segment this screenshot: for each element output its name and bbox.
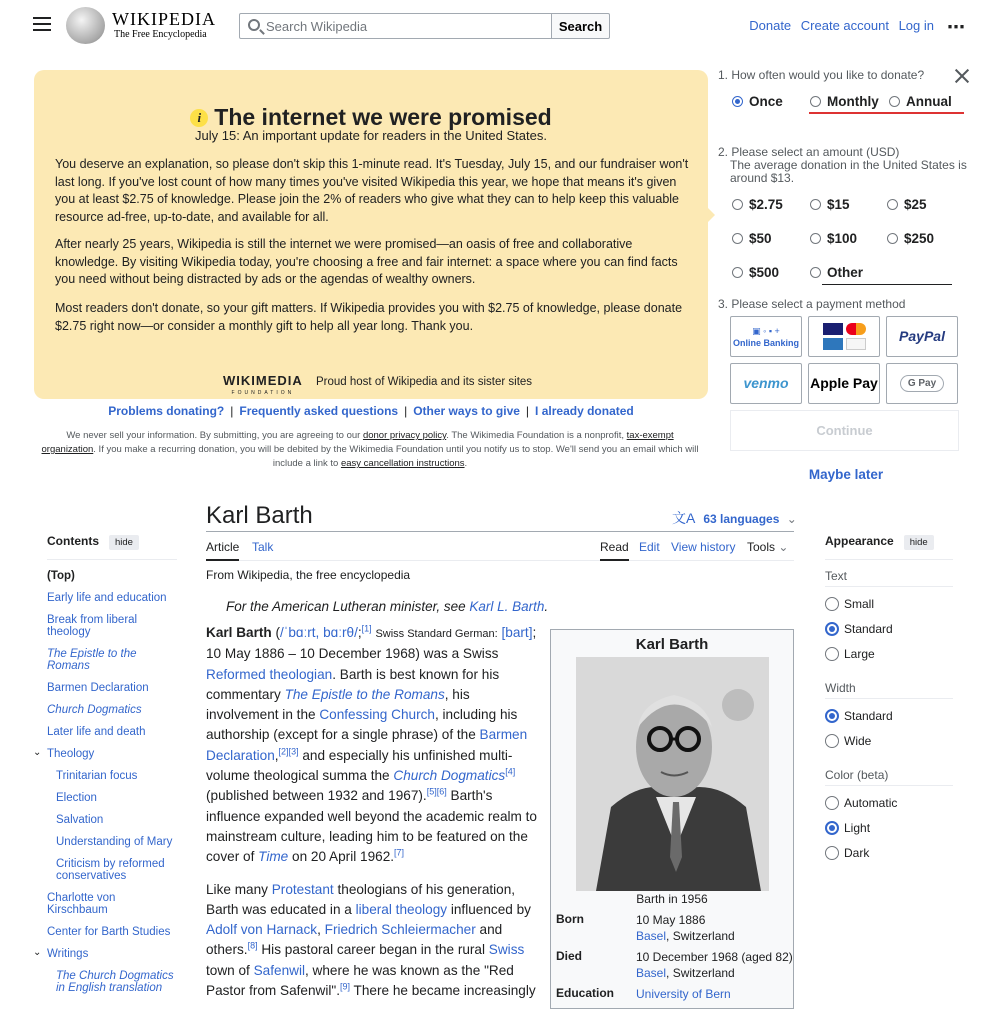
chevron-down-icon: ⌄ — [778, 540, 789, 554]
toc-item[interactable]: Church Dogmatics — [47, 704, 142, 716]
color-label: Color (beta) — [825, 768, 889, 782]
banner-title: i The internet we were promised — [34, 104, 708, 131]
basel-link[interactable]: Basel — [636, 966, 667, 980]
search-button[interactable]: Search — [551, 13, 610, 39]
toc-subitem[interactable]: Understanding of Mary — [56, 836, 173, 848]
color-automatic[interactable]: Automatic — [825, 796, 897, 810]
create-account-link[interactable]: Create account — [800, 18, 889, 33]
tax-exempt-link[interactable]: tax-exempt organization — [41, 430, 674, 455]
title-divider — [206, 531, 794, 532]
hatnote: For the American Lutheran minister, see Karl L. Barth. — [226, 599, 549, 614]
close-icon[interactable] — [954, 68, 970, 84]
born-label: Born — [556, 912, 584, 926]
wmf-host-text: Proud host of Wikipedia and its sister sites — [316, 376, 533, 388]
toc-item[interactable]: Later life and death — [47, 726, 146, 738]
banner-pointer — [706, 206, 715, 224]
divider — [825, 559, 953, 560]
divider — [825, 785, 953, 786]
already-donated-link[interactable]: I already donated — [535, 404, 634, 418]
step-amount-label: 2. Please select an amount (USD) — [718, 145, 900, 159]
online-banking-button[interactable]: ▣ ◦ ▪ + Online Banking — [730, 316, 802, 357]
maybe-later-link[interactable]: Maybe later — [808, 467, 884, 482]
died-value: 10 December 1968 (aged 82) Basel, Switzerland — [636, 950, 793, 980]
banner-help-links: Problems donating? | Frequently asked questions | Other ways to give | I already donated — [108, 404, 634, 418]
divider — [825, 698, 953, 699]
tab-talk[interactable]: Talk — [252, 540, 274, 554]
text-size-small[interactable]: Small — [825, 597, 874, 611]
toc-item[interactable]: Barmen Declaration — [47, 682, 149, 694]
amount-25[interactable]: $25 — [887, 197, 927, 212]
amount-50[interactable]: $50 — [732, 231, 772, 246]
amount-other[interactable]: Other — [810, 265, 863, 280]
amount-500[interactable]: $500 — [732, 265, 779, 280]
search-input[interactable] — [266, 17, 546, 35]
toc-subitem[interactable]: Salvation — [56, 814, 104, 826]
search-icon — [248, 19, 260, 31]
amount-15[interactable]: $15 — [810, 197, 850, 212]
frequency-monthly[interactable]: Monthly — [810, 94, 879, 109]
more-options-icon[interactable]: ⋯ — [947, 17, 964, 37]
toc-divider — [47, 559, 177, 560]
infobox-title: Karl Barth — [635, 636, 709, 653]
page-tabs — [206, 540, 794, 561]
main-menu-icon[interactable] — [33, 17, 51, 31]
born-value: 10 May 1886 Basel, Switzerland — [636, 913, 735, 943]
image-caption: Barth in 1956 — [636, 892, 708, 906]
banner-paragraph: After nearly 25 years, Wikipedia is still the internet we were promised—an oasis of free and collaborative knowledge. By visiting Wikipedia today, you're choosing a free and fair internet: a space where you can find facts you need without being distracted by ads or the agendas of wealthy owners. — [55, 237, 678, 286]
tab-article[interactable]: Article — [206, 540, 239, 561]
toc-subitem[interactable]: Trinitarian focus — [56, 770, 138, 782]
table-of-contents — [33, 534, 187, 994]
chevron-down-icon: ⌄ — [33, 947, 42, 958]
amount-250[interactable]: $250 — [887, 231, 934, 246]
article-body — [206, 623, 541, 1013]
tab-edit[interactable]: Edit — [639, 540, 660, 554]
wikipedia-tagline: The Free Encyclopedia — [114, 29, 207, 40]
tab-read[interactable]: Read — [600, 540, 629, 561]
log-in-link[interactable]: Log in — [898, 18, 934, 33]
translate-icon: 文A — [672, 510, 696, 526]
toc-item[interactable]: Break from liberal theology — [47, 614, 138, 638]
site-tagline: From Wikipedia, the free encyclopedia — [206, 568, 411, 582]
toc-item-theology[interactable]: ⌄ Theology — [33, 747, 95, 760]
google-pay-button[interactable]: G Pay — [886, 363, 958, 404]
step-payment-label: 3. Please select a payment method — [718, 297, 906, 311]
banner-subtitle: July 15: An important update for readers in the United States. — [195, 128, 547, 143]
faq-link[interactable]: Frequently asked questions — [239, 404, 399, 418]
toc-item-writings[interactable]: ⌄ Writings — [33, 947, 89, 960]
frequency-annual[interactable]: Annual — [889, 94, 952, 109]
search-box — [239, 13, 552, 39]
toc-subitem[interactable]: Criticism by reformed conservatives — [56, 858, 165, 882]
appearance-heading: Appearance hide — [825, 534, 955, 550]
lead-paragraph: Karl Barth (/ˈbɑːrt, bɑːrθ/;[1] Swiss Standard German: [bart]; 10 May 1886 – 10 December 1968) was a Swiss Reformed theologian. Barth is best known for his commentary The Epistle to the Romans, his involvement in the Confessing Church, including his authorship (except for a single phrase) of the Barmen Declaration,[2][3] and especially his unfinished multi-volume theological summa the Church Dogmatics[4] (published between 1932 and 1967).[5][6] Barth's influence expanded well beyond the academic realm to mainstream culture, leading him to be featured on the cover of Time on 20 April 1962.[7] — [206, 623, 537, 865]
text-size-label: Text — [825, 569, 848, 583]
toc-subitem[interactable]: Election — [56, 792, 97, 804]
cancellation-link[interactable]: easy cancellation instructions — [340, 458, 465, 469]
step-frequency-label: 1. How often would you like to donate? — [718, 68, 925, 82]
infobox — [550, 629, 794, 1009]
other-ways-link[interactable]: Other ways to give — [413, 404, 520, 418]
continue-button[interactable]: Continue — [730, 410, 959, 451]
university-of-bern-link[interactable]: University of Bern — [636, 987, 731, 1001]
average-donation-note: The average donation in the United States is around $13. — [730, 158, 967, 185]
toc-item[interactable]: Center for Barth Studies — [47, 926, 171, 938]
hatnote-link[interactable]: Karl L. Barth — [469, 599, 545, 614]
toc-item-top[interactable]: (Top) — [47, 570, 75, 582]
color-dark[interactable]: Dark — [825, 846, 869, 860]
site-header — [0, 0, 1000, 52]
basel-link[interactable]: Basel — [636, 929, 667, 943]
toc-item[interactable]: The Epistle to the Romans — [47, 648, 137, 672]
toc-item[interactable]: Charlotte von Kirschbaum — [47, 892, 116, 916]
frequency-highlight — [809, 112, 964, 114]
text-size-large[interactable]: Large — [825, 647, 875, 661]
banner-paragraph: Most readers don't donate, so your gift matters. If Wikipedia provides you with $2.75 of knowledge, please donate $2.75 right now—or consider a monthly gift to help all year long. Thank you. — [55, 301, 683, 333]
width-label: Width — [825, 681, 856, 695]
appearance-hide-button[interactable]: hide — [904, 535, 934, 550]
died-label: Died — [556, 949, 583, 963]
education-label: Education — [556, 986, 615, 1000]
fundraising-banner — [34, 70, 708, 399]
donation-form — [716, 60, 986, 490]
appearance-panel — [825, 534, 955, 860]
toc-item[interactable]: Early life and education — [47, 592, 167, 604]
wikimedia-foundation-logo: WIKIMEDIA FOUNDATION — [223, 373, 303, 396]
donate-link[interactable]: Donate — [749, 18, 792, 33]
personal-tools — [743, 18, 934, 33]
problems-donating-link[interactable]: Problems donating? — [108, 404, 225, 418]
info-icon: i — [190, 109, 208, 127]
tab-view-history[interactable]: View history — [671, 540, 736, 554]
credit-card-button[interactable] — [808, 316, 880, 357]
second-paragraph: Like many Protestant theologians of his generation, Barth was educated in a liberal theology influenced by Adolf von Harnack, Friedrich Schleiermacher and others.[8] His pastoral career began in the rural Swiss town of Safenwil, where he was known as the "Red Pastor from Safenwil".[9] There he became increasingly — [206, 881, 536, 999]
toc-subitem[interactable]: The Church Dogmatics in English translation — [56, 970, 174, 994]
radio-selected-icon — [732, 96, 743, 107]
chevron-down-icon: ⌄ — [33, 747, 42, 758]
chevron-down-icon: ⌄ — [786, 512, 797, 526]
frequency-once[interactable]: Once — [732, 94, 783, 109]
amount-2-75[interactable]: $2.75 — [732, 197, 783, 212]
toc-hide-button[interactable]: hide — [109, 535, 139, 550]
portrait-image[interactable] — [576, 657, 769, 891]
divider — [825, 586, 953, 587]
privacy-policy-link[interactable]: donor privacy policy — [362, 430, 447, 441]
wikipedia-wordmark[interactable]: WIKIPEDIA — [112, 9, 216, 29]
card-logos-icon — [823, 323, 866, 335]
banner-paragraph: You deserve an explanation, so please don't skip this 1-minute read. It's Tuesday, July 15, and our fundraiser won't last long. If you've lost count of how many times you've visited Wikipedia this year, we hope that means it's given you at least $2.75 of knowledge. Please join the 2% of readers who give what they can to help keep this valuable resource ad-free, up-to-date, and available for all. — [55, 157, 689, 224]
toc-heading: Contents hide — [47, 534, 187, 550]
width-wide[interactable]: Wide — [825, 734, 871, 748]
page-title: Karl Barth — [206, 502, 313, 529]
privacy-notice: We never sell your information. By submitting, you are agreeing to our donor privacy policy. The Wikimedia Foundation is a nonprofit, tax-exempt organization. If you make a recurring donation, you will be debited by the Wikimedia Foundation until you notify us to stop. We'll send you an email which will include a link to easy cancellation instructions. — [41, 430, 699, 469]
apple-pay-button[interactable]: Apple Pay — [808, 363, 880, 404]
tools-menu[interactable]: Tools ⌄ — [747, 540, 789, 554]
wikipedia-globe-logo[interactable] — [66, 7, 105, 44]
venmo-button[interactable]: venmo — [730, 363, 802, 404]
text-size-standard[interactable]: Standard — [825, 622, 893, 636]
color-light[interactable]: Light — [825, 821, 870, 835]
other-amount-input[interactable] — [822, 284, 952, 285]
width-standard[interactable]: Standard — [825, 709, 893, 723]
languages-button[interactable]: 文A 63 languages ⌄ — [672, 510, 797, 526]
amount-100[interactable]: $100 — [810, 231, 857, 246]
paypal-button[interactable]: PayPal — [886, 316, 958, 357]
